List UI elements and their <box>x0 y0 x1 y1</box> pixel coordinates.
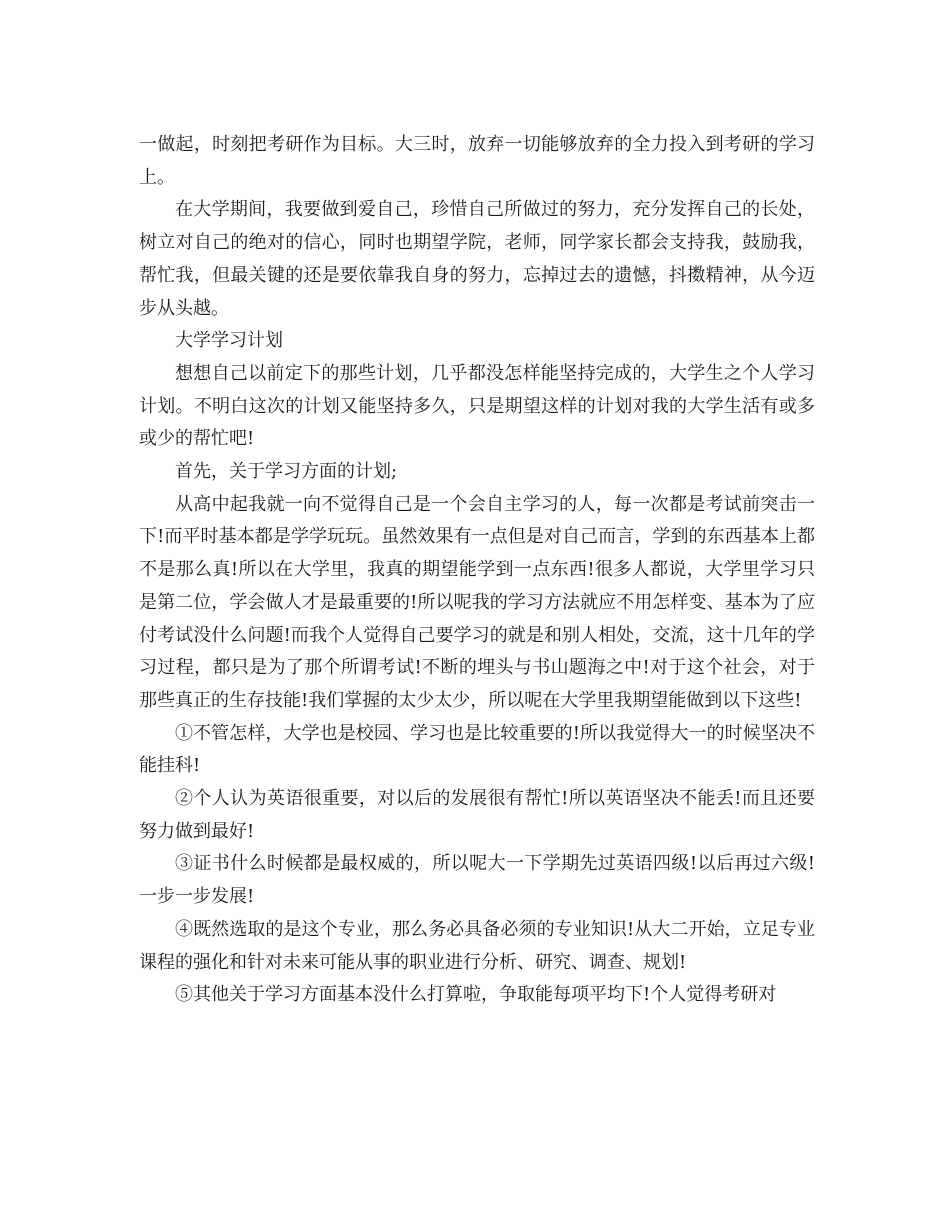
list-item-4: ④既然选取的是这个专业，那么务必具备必须的专业知识!从大二开始，立足专业课程的强化和针对未来可能从事的职业进行分析、研究、调查、规划! <box>139 918 815 973</box>
list-item-1: ①不管怎样，大学也是校园、学习也是比较重要的!所以我觉得大一的时候坚决不能挂科! <box>139 722 815 777</box>
paragraph-study-plan-heading: 首先，关于学习方面的计划; <box>175 461 398 483</box>
paragraph-continued: 一做起，时刻把考研作为目标。大三时，放弃一切能够放弃的全力投入到考研的学习上。 <box>139 134 815 188</box>
list-item-2: ②个人认为英语很重要，对以后的发展很有帮忙!所以英语坚决不能丢!而且还要努力做到最好! <box>139 788 815 842</box>
paragraph-background: 从高中起我就一向不觉得自己是一个会自主学习的人，每一次都是考试前突击一下!而平时基本都是学学玩玩。虽然效果有一点但是对自己而言，学到的东西基本上都不是那么真!所以在大学里，我真的期望能学到一点东西!很多人都说，大学里学习只是第二位，学会做人才是最重要的!所以呢我的学习方法就应不用怎样变、基本为了应付考试没什么问题!而我个人觉得自己要学习的就是和别人相处，交流，这十几年的学习过程，都只是为了那个所谓考试!不断的埋头与书山题海之中!对于这个社会，对于那些真正的生存技能!我们掌握的太少太少，所以呢在大学里我期望能做到以下这些! <box>139 493 815 711</box>
section-heading: 大学学习计划 <box>175 330 283 352</box>
paragraph-self-love: 在大学期间，我要做到爱自己，珍惜自己所做过的努力，充分发挥自己的长处，树立对自己的绝对的信心，同时也期望学院，老师，同学家长都会支持我，鼓励我，帮忙我，但最关键的还是要依靠我自身的努力，忘掉过去的遗憾，抖擞精神，从今迈步从头越。 <box>139 199 815 319</box>
list-item-5: ⑤其他关于学习方面基本没什么打算啦，争取能每项平均下!个人觉得考研对 <box>175 984 777 1006</box>
paragraph-intro: 想想自己以前定下的那些计划，几乎都没怎样能坚持完成的，大学生之个人学习计划。不明白这次的计划又能坚持多久，只是期望这样的计划对我的大学生活有或多或少的帮忙吧! <box>139 362 815 450</box>
list-item-3: ③证书什么时候都是最权威的，所以呢大一下学期先过英语四级!以后再过六级!一步一步发展! <box>139 853 815 908</box>
document-page <box>139 129 815 1012</box>
